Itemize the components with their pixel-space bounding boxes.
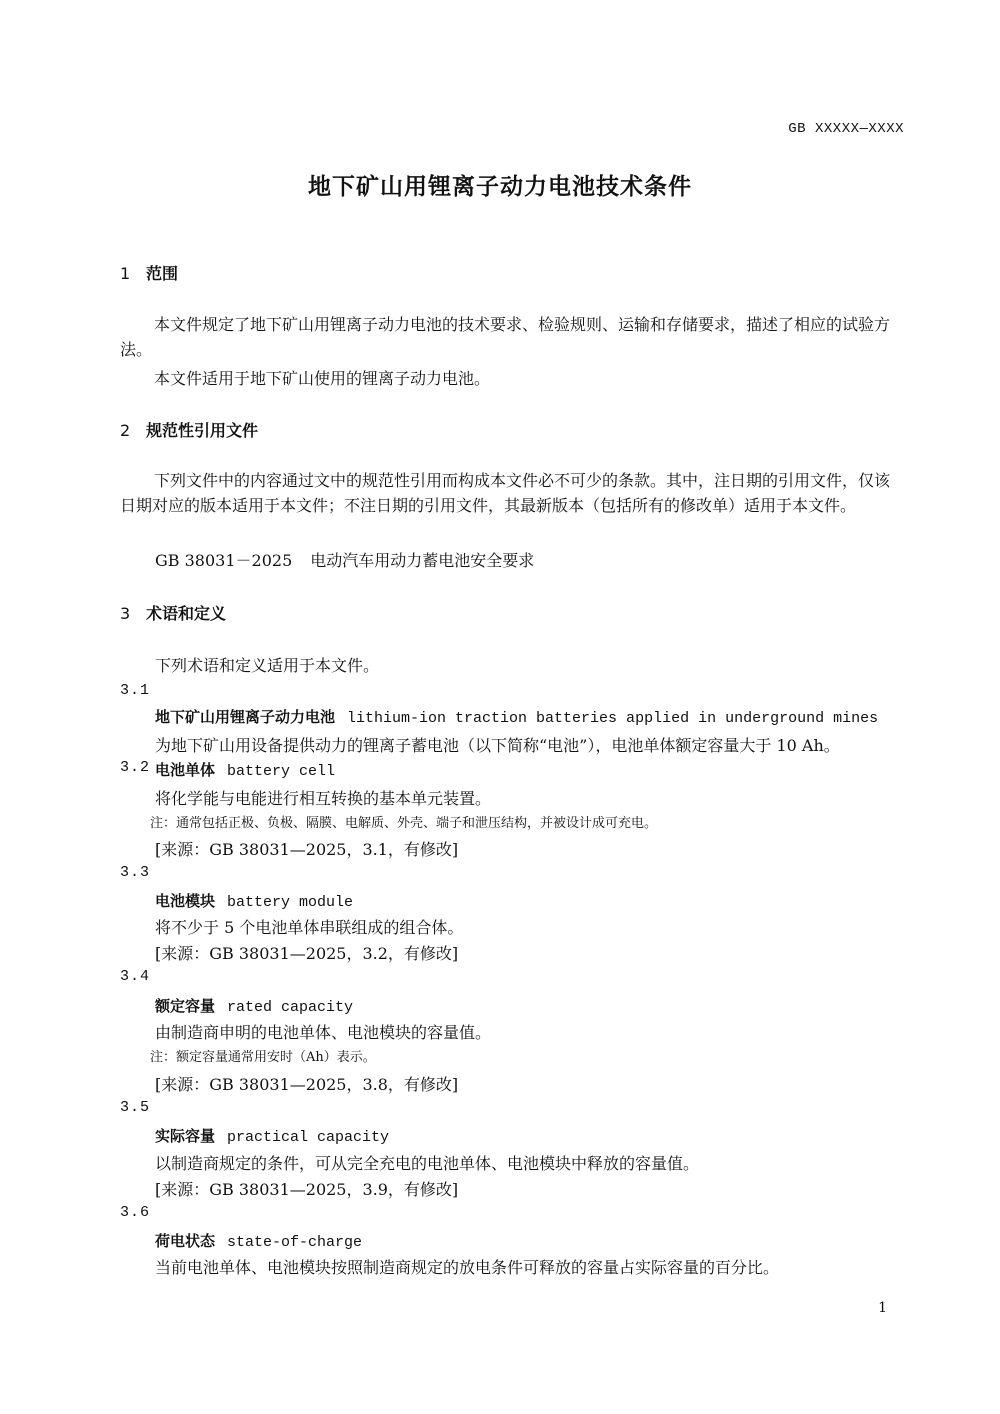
term-name-en: lithium-ion traction batteries applied in underground mines (347, 710, 879, 727)
term-number: 3.4 (120, 968, 151, 985)
term-source: [来源：GB 38031—2025，3.8，有修改] (155, 1075, 459, 1094)
references-paragraph: 下列文件中的内容通过文中的规范性引用而构成本文件必不可少的条款。其中，注日期的引用文件，仅该日期对应的版本适用于本文件；不注日期的引用文件，其最新版本（包括所有的修改单）适用于本文件。 (120, 471, 891, 515)
term-source: [来源：GB 38031—2025，3.2，有修改] (155, 944, 459, 963)
reference-code: GB 38031－2025 (155, 551, 293, 570)
term-name-zh: 地下矿山用锂离子动力电池 (155, 708, 336, 726)
term-number: 3.3 (120, 864, 151, 881)
term-definition: 当前电池单体、电池模块按照制造商规定的放电条件可释放的容量占实际容量的百分比。 (155, 1258, 780, 1277)
section-title: 规范性引用文件 (146, 421, 259, 440)
term-number: 3.5 (120, 1099, 151, 1116)
term-number: 3.6 (120, 1204, 151, 1221)
term-number: 3.2 (120, 759, 151, 776)
term-name-zh: 实际容量 (155, 1127, 216, 1145)
section-number: 2 (120, 421, 131, 440)
term-name-zh: 额定容量 (155, 997, 216, 1015)
section-title: 术语和定义 (146, 604, 227, 623)
section-number: 1 (120, 264, 131, 283)
term-name-zh: 电池模块 (155, 892, 216, 910)
term-heading (155, 706, 878, 727)
term-definition: 将不少于 5 个电池单体串联组成的组合体。 (155, 918, 464, 937)
term-name-en: state-of-charge (227, 1234, 363, 1251)
term-name-en: rated capacity (227, 999, 354, 1016)
standard-code: GB XXXXX—XXXX (788, 121, 904, 137)
term-heading (155, 1230, 362, 1251)
term-name-zh: 荷电状态 (155, 1232, 216, 1250)
page-number: 1 (878, 1300, 887, 1316)
term-source: [来源：GB 38031—2025，3.1，有修改] (155, 840, 459, 859)
term-heading (155, 890, 353, 911)
term-heading (155, 759, 335, 780)
term-definition: 由制造商申明的电池单体、电池模块的容量值。 (155, 1023, 492, 1042)
section-heading-normative-references (120, 418, 258, 441)
document-title: 地下矿山用锂离子动力电池技术条件 (308, 174, 692, 200)
section-number: 3 (120, 604, 131, 623)
scope-paragraph-2: 本文件适用于地下矿山使用的锂离子动力电池。 (154, 369, 491, 388)
term-name-en: battery cell (227, 763, 336, 780)
section-title: 范围 (146, 264, 179, 283)
term-definition: 将化学能与电能进行相互转换的基本单元装置。 (155, 789, 492, 808)
term-name-en: battery module (227, 894, 354, 911)
term-source: [来源：GB 38031—2025，3.9，有修改] (155, 1180, 459, 1199)
scope-paragraph-1: 本文件规定了地下矿山用锂离子动力电池的技术要求、检验规则、运输和存储要求，描述了相应的试验方法。 (120, 315, 891, 359)
term-heading (155, 995, 353, 1016)
terms-intro: 下列术语和定义适用于本文件。 (155, 656, 380, 675)
term-heading (155, 1125, 389, 1146)
section-heading-terms (120, 601, 226, 624)
term-note: 注：额定容量通常用安时（Ah）表示。 (150, 1050, 376, 1065)
term-name-en: practical capacity (227, 1129, 390, 1146)
term-definition: 为地下矿山用设备提供动力的锂离子蓄电池（以下简称“电池”），电池单体额定容量大于 10 Ah。 (155, 736, 840, 755)
term-note: 注：通常包括正极、负极、隔膜、电解质、外壳、端子和泄压结构，并被设计成可充电。 (150, 816, 658, 831)
term-definition: 以制造商规定的条件，可从完全充电的电池单体、电池模块中释放的容量值。 (155, 1154, 700, 1173)
term-name-zh: 电池单体 (155, 761, 216, 779)
reference-entry (155, 548, 534, 571)
term-number: 3.1 (120, 682, 151, 699)
section-heading-scope (120, 261, 178, 284)
reference-name: 电动汽车用动力蓄电池安全要求 (310, 551, 535, 570)
